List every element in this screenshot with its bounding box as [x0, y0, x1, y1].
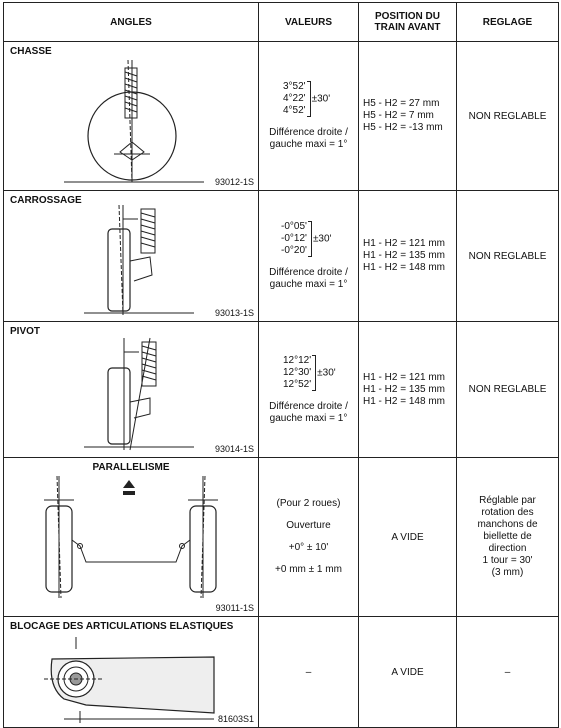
- alignment-table: [3, 2, 559, 728]
- reglage-line: direction: [488, 543, 527, 554]
- reglage-line: rotation des: [481, 507, 534, 518]
- position-cell: A VIDE: [359, 458, 457, 617]
- difference-note: Différence droite / gauche maxi = 1°: [269, 267, 348, 290]
- header-row: [4, 3, 559, 42]
- figure-code: 93014-1S: [214, 444, 254, 454]
- values-cell: [259, 458, 359, 617]
- reglage-line: (3 mm): [491, 567, 524, 578]
- position-line: H5 - H2 = -13 mm: [363, 122, 443, 133]
- reglage-line: biellette de: [483, 531, 532, 542]
- value-3: 4°52': [283, 105, 306, 116]
- figure-code: 93013-1S: [214, 308, 254, 318]
- table-row: [4, 42, 559, 191]
- reglage-cell: NON REGLABLE: [457, 322, 559, 458]
- angle-name: BLOCAGE DES ARTICULATIONS ELASTIQUES: [10, 621, 234, 632]
- figure-code: 93011-1S: [215, 603, 254, 613]
- angle-name: PIVOT: [10, 326, 41, 337]
- reglage-cell: NON REGLABLE: [457, 191, 559, 322]
- angle-cell: [4, 42, 259, 191]
- table-row: [4, 191, 559, 322]
- position-line: H5 - H2 = 7 mm: [363, 110, 434, 121]
- angle-cell: [4, 458, 259, 617]
- table-row: [4, 322, 559, 458]
- angle-name: CARROSSAGE: [10, 195, 82, 206]
- header-valeurs: VALEURS: [259, 3, 359, 42]
- tolerance: ±30': [312, 233, 332, 245]
- bushing-diagram: [4, 617, 259, 727]
- value-3: -0°20': [281, 245, 307, 256]
- value-line: +0° ± 10': [288, 542, 329, 553]
- tolerance: ±30': [311, 93, 331, 105]
- angle-name: PARALLELISME: [92, 462, 170, 473]
- value-2: -0°12': [281, 233, 307, 244]
- position-line: H1 - H2 = 135 mm: [363, 383, 445, 395]
- value-line: (Pour 2 roues): [276, 498, 341, 509]
- value-line: +0 mm ± 1 mm: [275, 564, 342, 575]
- angle-name: CHASSE: [10, 46, 52, 57]
- tolerance: ±30': [317, 367, 336, 379]
- reglage-cell: [457, 458, 559, 617]
- values-cell: [259, 42, 359, 191]
- position-line: H1 - H2 = 135 mm: [363, 250, 445, 261]
- value-2: 12°30': [283, 366, 312, 378]
- angle-cell: [4, 617, 259, 728]
- reglage-cell: –: [457, 617, 559, 728]
- difference-note: Différence droite / gauche maxi = 1°: [269, 127, 348, 150]
- position-line: H1 - H2 = 148 mm: [363, 262, 445, 273]
- values-cell: [259, 322, 359, 458]
- values-cell: [259, 191, 359, 322]
- value-2: 4°22': [283, 93, 306, 104]
- value-3: 12°52': [283, 378, 312, 390]
- camber-diagram: [4, 191, 259, 321]
- value-1: -0°05': [281, 221, 307, 232]
- header-reglage: REGLAGE: [457, 3, 559, 42]
- table-row: [4, 458, 559, 617]
- toe-diagram: [4, 458, 259, 616]
- figure-code: 93012-1S: [214, 177, 254, 187]
- pivot-diagram: [4, 322, 259, 457]
- position-cell: A VIDE: [359, 617, 457, 728]
- value-line: Ouverture: [286, 520, 331, 531]
- angle-cell: [4, 322, 259, 458]
- reglage-line: Réglable par: [479, 495, 536, 506]
- position-line: H1 - H2 = 121 mm: [363, 371, 445, 383]
- position-cell: [359, 42, 457, 191]
- reglage-cell: NON REGLABLE: [457, 42, 559, 191]
- value-1: 12°12': [283, 354, 312, 366]
- position-cell: [359, 322, 457, 458]
- table-row: [4, 617, 559, 728]
- reglage-line: 1 tour = 30': [482, 555, 533, 566]
- difference-note: Différence droite / gauche maxi = 1°: [269, 400, 348, 424]
- position-line: H5 - H2 = 27 mm: [363, 98, 440, 109]
- reglage-line: manchons de: [477, 519, 538, 530]
- caster-diagram: [4, 42, 259, 190]
- values-cell: –: [259, 617, 359, 728]
- header-position: POSITION DU TRAIN AVANT: [359, 3, 457, 42]
- position-cell: [359, 191, 457, 322]
- header-angles: ANGLES: [4, 3, 259, 42]
- position-line: H1 - H2 = 148 mm: [363, 395, 445, 407]
- value-1: 3°52': [283, 81, 306, 92]
- position-line: H1 - H2 = 121 mm: [363, 238, 445, 249]
- angle-cell: [4, 191, 259, 322]
- figure-code: 81603S1: [217, 714, 254, 724]
